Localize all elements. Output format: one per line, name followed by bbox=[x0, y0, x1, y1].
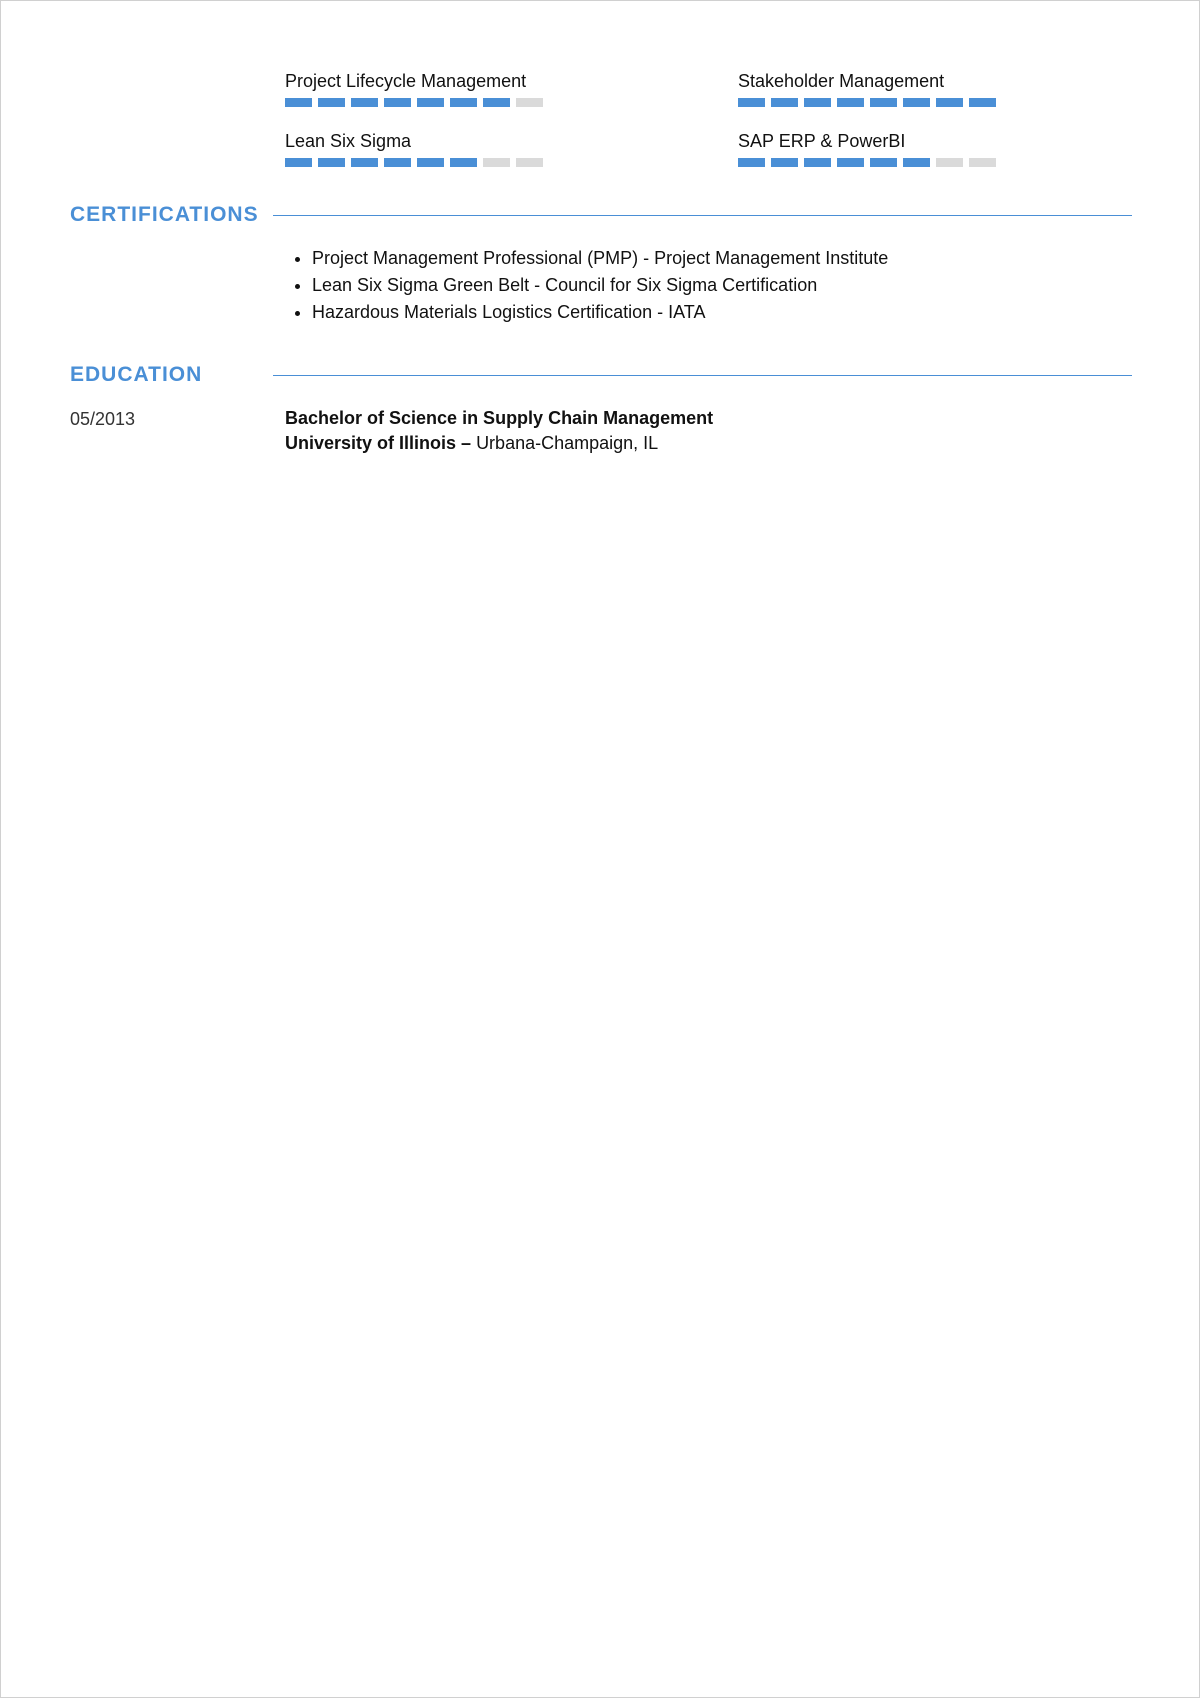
education-entry bbox=[285, 406, 713, 456]
certification-item: • Hazardous Materials Logistics Certification - IATA bbox=[312, 299, 888, 326]
certification-item: • Lean Six Sigma Green Belt - Council for Six Sigma Certification bbox=[312, 272, 888, 299]
rating-segment-filled bbox=[318, 98, 345, 107]
certifications-heading: CERTIFICATIONS bbox=[70, 203, 259, 226]
school-name: University of Illinois bbox=[285, 433, 457, 453]
rating-segment-filled bbox=[771, 158, 798, 167]
rating-segment-filled bbox=[804, 98, 831, 107]
rating-segment-filled bbox=[738, 98, 765, 107]
section-divider bbox=[273, 375, 1132, 376]
rating-segment-filled bbox=[969, 98, 996, 107]
rating-segment-filled bbox=[804, 158, 831, 167]
skill-name: Project Lifecycle Management bbox=[285, 71, 527, 91]
rating-segment-filled bbox=[351, 158, 378, 167]
skill-name: Lean Six Sigma bbox=[285, 131, 412, 151]
skill-item bbox=[738, 70, 998, 107]
rating-segment-filled bbox=[450, 158, 477, 167]
skill-rating-bar bbox=[285, 98, 545, 107]
rating-segment-filled bbox=[417, 98, 444, 107]
rating-segment-filled bbox=[903, 158, 930, 167]
rating-segment-filled bbox=[417, 158, 444, 167]
skill-name: Stakeholder Management bbox=[738, 71, 945, 91]
rating-segment-filled bbox=[837, 158, 864, 167]
skill-rating-bar bbox=[285, 158, 545, 167]
school-separator: – bbox=[456, 433, 477, 453]
degree-title: Bachelor of Science in Supply Chain Management bbox=[285, 408, 714, 428]
rating-segment-filled bbox=[285, 158, 312, 167]
rating-segment-filled bbox=[837, 98, 864, 107]
rating-segment-filled bbox=[384, 158, 411, 167]
certifications-list bbox=[285, 245, 888, 326]
rating-segment-empty bbox=[483, 158, 510, 167]
skill-rating-bar bbox=[738, 98, 998, 107]
education-date: 05/2013 bbox=[70, 409, 136, 429]
rating-segment-filled bbox=[870, 98, 897, 107]
rating-segment-filled bbox=[870, 158, 897, 167]
rating-segment-filled bbox=[384, 98, 411, 107]
rating-segment-empty bbox=[516, 158, 543, 167]
rating-segment-empty bbox=[936, 158, 963, 167]
rating-segment-empty bbox=[516, 98, 543, 107]
rating-segment-filled bbox=[351, 98, 378, 107]
rating-segment-filled bbox=[936, 98, 963, 107]
rating-segment-filled bbox=[285, 98, 312, 107]
skill-item bbox=[738, 130, 998, 167]
skill-item bbox=[285, 70, 545, 107]
school-line bbox=[285, 431, 713, 456]
skill-rating-bar bbox=[738, 158, 998, 167]
rating-segment-filled bbox=[738, 158, 765, 167]
school-location: Urbana-Champaign, IL bbox=[476, 433, 659, 453]
rating-segment-filled bbox=[450, 98, 477, 107]
skill-item bbox=[285, 130, 545, 167]
education-heading: EDUCATION bbox=[70, 363, 203, 386]
rating-segment-filled bbox=[483, 98, 510, 107]
rating-segment-filled bbox=[318, 158, 345, 167]
certification-item: • Project Management Professional (PMP) - Project Management Institute bbox=[312, 245, 888, 272]
section-divider bbox=[273, 215, 1132, 216]
rating-segment-empty bbox=[969, 158, 996, 167]
rating-segment-filled bbox=[771, 98, 798, 107]
rating-segment-filled bbox=[903, 98, 930, 107]
skill-name: SAP ERP & PowerBI bbox=[738, 131, 906, 151]
